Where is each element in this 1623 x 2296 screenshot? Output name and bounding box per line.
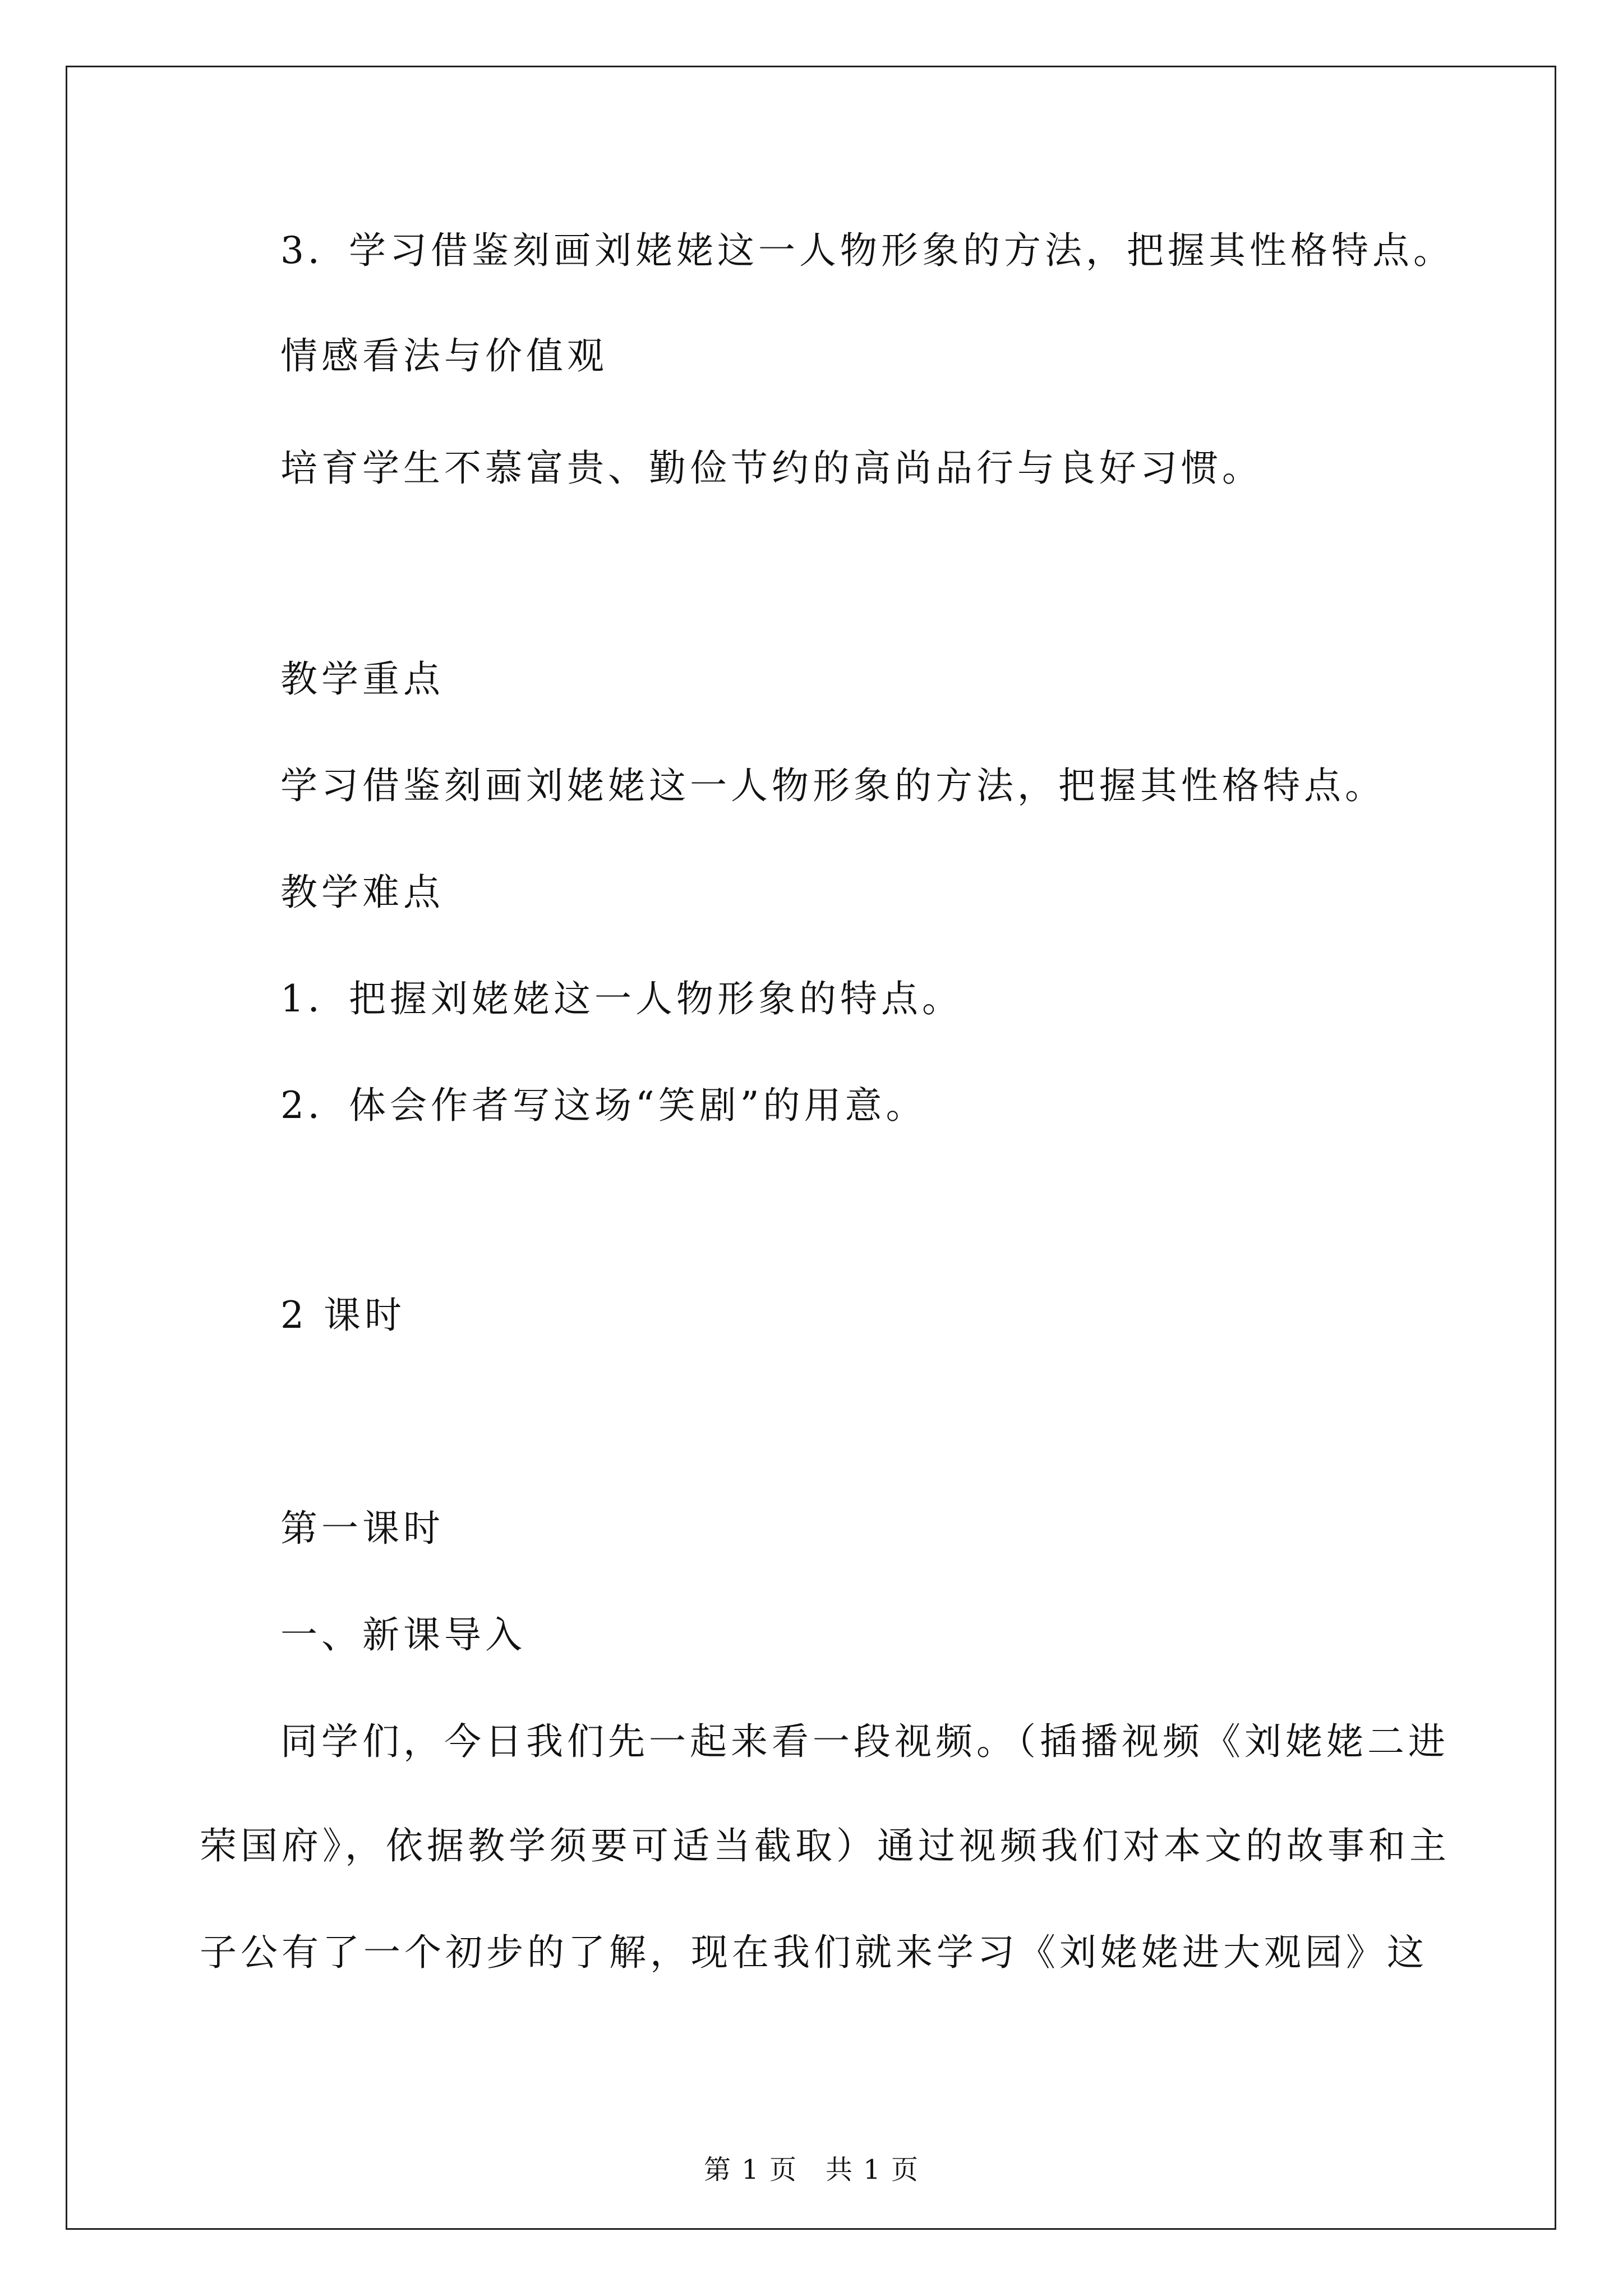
difficulty-2: 2．体会作者写这场“笑剧”的用意。 <box>280 1084 927 1127</box>
section-heading-introduction: 一、新课导入 <box>280 1613 526 1657</box>
body-paragraph-line-3: 子公有了一个初步的了解，现在我们就来学习《刘姥姥进大观园》这 <box>200 1931 1428 1974</box>
key-points-text: 学习借鉴刻画刘姥姥这一人物形象的方法，把握其性格特点。 <box>280 764 1386 807</box>
page-border <box>66 66 1556 2230</box>
page-number-footer: 第 1 页 共 1 页 <box>703 2154 920 2185</box>
objective-3: 3．学习借鉴刻画刘姥姥这一人物形象的方法，把握其性格特点。 <box>280 229 1454 272</box>
body-paragraph-line-2: 荣国府》，依据教学须要可适当截取）通过视频我们对本文的故事和主 <box>200 1824 1450 1867</box>
section-heading-values: 情感看法与价值观 <box>280 334 608 378</box>
difficulty-1: 1．把握刘姥姥这一人物形象的特点。 <box>280 977 963 1020</box>
body-paragraph-line-1: 同学们，今日我们先一起来看一段视频。（插播视频《刘姥姥二进 <box>280 1720 1449 1763</box>
values-text: 培育学生不慕富贵、勤俭节约的高尚品行与良好习惯。 <box>280 447 1263 490</box>
class-hours: 2 课时 <box>280 1294 405 1337</box>
section-heading-key-points: 教学重点 <box>280 657 444 701</box>
section-heading-difficulties: 教学难点 <box>280 871 444 914</box>
section-heading-first-lesson: 第一课时 <box>280 1507 444 1550</box>
